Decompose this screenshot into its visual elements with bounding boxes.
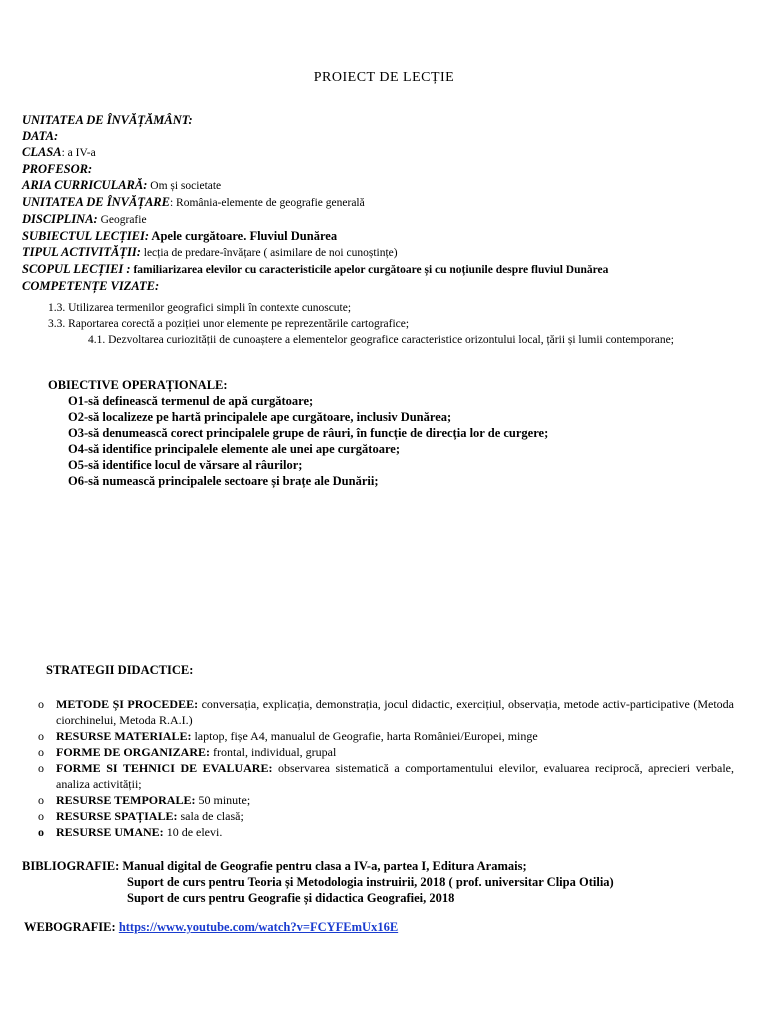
scopul-value: familiarizarea elevilor cu caracteristicile apelor curgătoare și cu noțiunile despre fluviul Dunărea [130,264,609,276]
strategie-label: RESURSE MATERIALE: [56,729,192,743]
disciplina-label: DISCIPLINA: [22,212,98,226]
strategie-value: 10 de elevi. [163,825,223,839]
strategie-item [36,696,734,728]
strategie-item [36,824,734,840]
aria-label: ARIA CURRICULARĂ: [22,178,148,192]
obiectiv-item: O3-să denumească corect principalele grupe de râuri, în funcție de direcția lor de curgere; [68,426,549,440]
webografie-label: WEBOGRAFIE: [24,920,116,934]
header-row-unitatea-invatare [22,194,742,211]
bullet-icon: o [38,761,44,775]
tipul-value: lecția de predare-învățare ( asimilare de noi cunoștințe) [140,247,398,259]
webografie-section [24,920,398,935]
strategii-list [36,696,734,840]
header-row-tipul [22,244,742,261]
header-row-aria [22,177,742,194]
obiectiv-item: O6-să numească principalele sectoare și brațe ale Dunării; [68,474,379,488]
obiectiv-item: O4-să identifice principalele elemente ale unei ape curgătoare; [68,442,400,456]
strategie-label: FORME SI TEHNICI DE EVALUARE: [56,761,273,775]
bibliografie-entry: Suport de curs pentru Geografie și didactica Geografiei, 2018 [127,891,455,905]
clasa-label: CLASA [22,145,62,159]
subiectul-value: Apele curgătoare. Fluviul Dunărea [149,229,338,243]
strategie-label: FORME DE ORGANIZARE: [56,745,211,759]
header-row-unitatea [22,112,742,128]
bullet-icon: o [38,697,44,711]
strategie-item [36,760,734,792]
bullet-icon: o [38,825,44,839]
competente-label: COMPETENȚE VIZATE [22,279,156,293]
strategie-value: observarea sistematică a comportamentului elevilor, evaluarea reciprocă, aprecieri verbale, analiza activității; [56,761,734,791]
competenta-item: 1.3. Utilizarea termenilor geografici simpli în contexte cunoscute; [48,302,352,314]
bullet-icon: o [38,745,44,759]
unitatea-invatare-label: UNITATEA DE ÎNVĂȚARE [22,195,170,209]
strategii-title: STRATEGII DIDACTICE: [46,663,194,677]
competente-value: : [155,279,160,293]
data-label: DATA: [22,129,59,143]
aria-value: Om și societate [147,180,222,192]
competente-list [22,300,732,348]
profesor-label: PROFESOR [22,162,88,176]
competenta-item: 4.1. Dezvoltarea curiozității de cunoaștere a elementelor geografice caracteristice orizontului local, țării și lumii contemporane; [88,334,674,346]
strategie-value: 50 minute; [195,793,251,807]
strategie-label: METODE ȘI PROCEDEE: [56,697,199,711]
strategie-item [36,744,734,760]
strategie-value: frontal, individual, grupal [210,745,337,759]
scopul-label: SCOPUL LECȚIEI : [22,262,131,276]
bibliografie-section [22,858,752,906]
bibliografie-entry: Manual digital de Geografie pentru clasa a IV-a, partea I, Editura Aramais; [119,859,527,873]
tipul-label: TIPUL ACTIVITĂȚII: [22,245,141,259]
profesor-value: : [88,162,93,176]
subiectul-label: SUBIECTUL LECȚIEI: [22,229,149,243]
obiectiv-item: O5-să identifice locul de vărsare al râurilor; [68,458,303,472]
strategie-value: sala de clasă; [177,809,244,823]
header-row-clasa [22,144,742,161]
header-row-subiectul [22,228,742,244]
strategie-label: RESURSE UMANE: [56,825,164,839]
strategie-item [36,728,734,744]
webografie-link[interactable]: https://www.youtube.com/watch?v=FCYFEmUx16E [118,920,399,934]
strategie-item [36,808,734,824]
header-row-profesor [22,161,742,177]
obiectiv-item: O1-să definească termenul de apă curgătoare; [68,394,314,408]
obiective-title: OBIECTIVE OPERAȚIONALE: [48,378,228,392]
bibliografie-label: BIBLIOGRAFIE: [22,859,120,873]
unitatea-invatare-value: : România-elemente de geografie generală [169,197,365,209]
header-row-scopul [22,261,742,278]
bullet-icon: o [38,729,44,743]
obiective-section [48,377,738,489]
strategie-label: RESURSE SPAȚIALE: [56,809,178,823]
header-row-data [22,128,742,144]
header-row-disciplina [22,211,742,228]
bullet-icon: o [38,793,44,807]
strategie-label: RESURSE TEMPORALE: [56,793,196,807]
page-title: PROIECT DE LECȚIE [313,70,455,85]
header-row-competente [22,278,742,294]
bibliografie-row [22,858,752,874]
unitatea-value: : [188,113,193,127]
disciplina-value: Geografie [97,214,147,226]
strategie-value: laptop, fișe A4, manualul de Geografie, harta României/Europei, minge [191,729,538,743]
clasa-value: : a IV-a [61,147,96,159]
strategie-value: conversația, explicația, demonstrația, jocul didactic, exercițiul, observația, metode activ-participative (Metoda ciorchinelui, Metoda R.A.I.) [56,697,734,727]
bullet-icon: o [38,809,44,823]
unitatea-label: UNITATEA DE ÎNVĂȚĂMÂNT [22,113,189,127]
bibliografie-entry: Suport de curs pentru Teoria și Metodologia instruirii, 2018 ( prof. universitar Clipa Otilia) [127,875,614,889]
obiectiv-item: O2-să localizeze pe hartă principalele ape curgătoare, inclusiv Dunărea; [68,410,452,424]
strategie-item [36,792,734,808]
lesson-header [22,112,742,294]
competenta-item: 3.3. Raportarea corectă a poziției unor elemente pe reprezentările cartografice; [48,318,410,330]
